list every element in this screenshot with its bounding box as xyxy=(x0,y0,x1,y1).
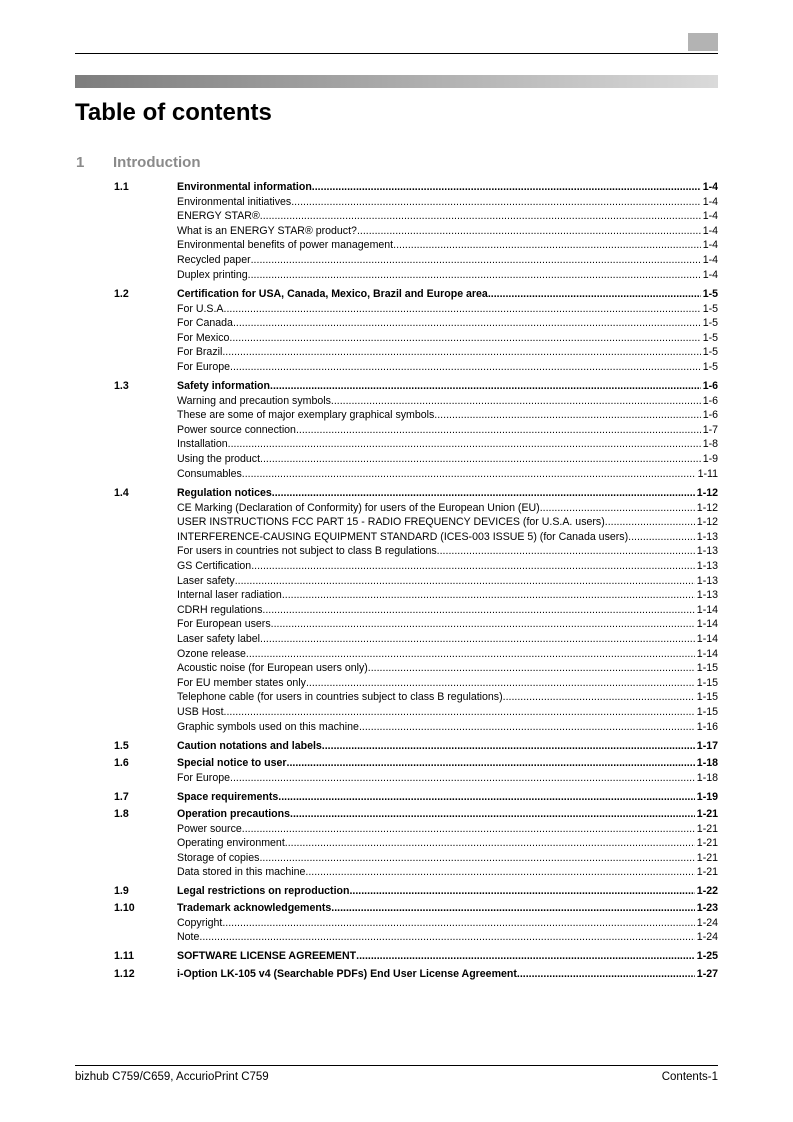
toc-subsection-row[interactable] xyxy=(0,661,793,675)
toc-subsection-row[interactable] xyxy=(0,253,793,267)
toc-page-ref: 1-7 xyxy=(702,424,718,436)
toc-subsection-row[interactable] xyxy=(0,195,793,209)
toc-subsection-title: Note xyxy=(177,931,200,943)
toc-leader-dots xyxy=(628,530,695,544)
toc-section-entry[interactable] xyxy=(177,486,718,500)
toc-subsection-row[interactable] xyxy=(0,771,793,785)
toc-subsection-entry[interactable] xyxy=(177,345,718,359)
toc-leader-dots xyxy=(368,661,695,675)
toc-subsection-row[interactable] xyxy=(0,408,793,422)
toc-page-ref: 1-6 xyxy=(702,395,718,407)
toc-section-entry[interactable] xyxy=(177,790,718,804)
toc-section-title: i-Option LK-105 v4 (Searchable PDFs) End User License Agreement xyxy=(177,968,517,980)
toc-subsection-title: Using the product xyxy=(177,453,261,465)
toc-page-ref: 1-22 xyxy=(696,885,718,897)
page-title: Table of contents xyxy=(75,99,272,126)
chapter-number: 1 xyxy=(76,154,85,171)
toc-page-ref: 1-12 xyxy=(696,502,718,514)
toc-leader-dots xyxy=(503,690,695,704)
toc-leader-dots xyxy=(251,253,701,267)
toc-leader-dots xyxy=(290,807,695,821)
toc-section-row[interactable] xyxy=(0,901,793,915)
toc-subsection-title: Internal laser radiation xyxy=(177,589,282,601)
toc-subsection-entry[interactable] xyxy=(177,452,718,466)
toc-subsection-title: CE Marking (Declaration of Conformity) for users of the European Union (EU) xyxy=(177,502,540,514)
toc-leader-dots xyxy=(331,394,701,408)
toc-page-ref: 1-13 xyxy=(696,589,718,601)
toc-page-ref: 1-12 xyxy=(696,516,718,528)
footer-page-number: Contents-1 xyxy=(661,1071,718,1083)
toc-section-entry[interactable] xyxy=(177,739,718,753)
toc-leader-dots xyxy=(233,316,701,330)
toc-section-row[interactable] xyxy=(0,287,793,301)
toc-page-ref: 1-6 xyxy=(702,409,718,421)
toc-subsection-row[interactable] xyxy=(0,588,793,602)
toc-section-row[interactable] xyxy=(0,967,793,981)
toc-section-title: Legal restrictions on reproduction xyxy=(177,885,350,897)
toc-subsection-entry[interactable] xyxy=(177,617,718,631)
toc-subsection-entry[interactable] xyxy=(177,238,718,252)
toc-page-ref: 1-23 xyxy=(696,902,718,914)
toc-subsection-row[interactable] xyxy=(0,544,793,558)
toc-leader-dots xyxy=(260,452,701,466)
toc-page-ref: 1-14 xyxy=(696,604,718,616)
toc-leader-dots xyxy=(349,884,694,898)
toc-subsection-title: USER INSTRUCTIONS FCC PART 15 - RADIO FREQUENCY DEVICES (for U.S.A. users) xyxy=(177,516,605,528)
toc-subsection-entry[interactable] xyxy=(177,851,718,865)
toc-subsection-row[interactable] xyxy=(0,452,793,466)
toc-section-number: 1.12 xyxy=(114,968,135,980)
toc-subsection-row[interactable] xyxy=(0,331,793,345)
toc-leader-dots xyxy=(331,901,695,915)
toc-subsection-entry[interactable] xyxy=(177,647,718,661)
toc-subsection-title: For European users xyxy=(177,618,271,630)
toc-subsection-row[interactable] xyxy=(0,316,793,330)
toc-leader-dots xyxy=(229,331,700,345)
toc-subsection-row[interactable] xyxy=(0,345,793,359)
toc-section-title: Safety information xyxy=(177,380,271,392)
toc-leader-dots xyxy=(605,515,695,529)
footer-rule xyxy=(75,1065,718,1066)
toc-leader-dots xyxy=(517,967,695,981)
toc-subsection-title: Operating environment xyxy=(177,837,285,849)
toc-section-number: 1.4 xyxy=(114,487,129,499)
toc-section-title: Space requirements xyxy=(177,791,279,803)
toc-page-ref: 1-6 xyxy=(702,380,718,392)
toc-subsection-row[interactable] xyxy=(0,238,793,252)
toc-page-ref: 1-5 xyxy=(702,303,718,315)
toc-subsection-title: Installation xyxy=(177,438,228,450)
toc-subsection-title: ENERGY STAR® xyxy=(177,210,260,222)
toc-subsection-entry[interactable] xyxy=(177,771,718,785)
toc-subsection-row[interactable] xyxy=(0,437,793,451)
toc-leader-dots xyxy=(222,916,694,930)
toc-leader-dots xyxy=(322,739,695,753)
toc-leader-dots xyxy=(199,930,694,944)
toc-page-ref: 1-14 xyxy=(696,633,718,645)
toc-section-number: 1.6 xyxy=(114,757,129,769)
toc-leader-dots xyxy=(488,287,701,301)
toc-subsection-entry[interactable] xyxy=(177,467,718,481)
toc-section-title: Regulation notices xyxy=(177,487,272,499)
toc-page-ref: 1-21 xyxy=(696,808,718,820)
toc-leader-dots xyxy=(246,647,695,661)
toc-section-number: 1.1 xyxy=(114,181,129,193)
toc-subsection-title: For U.S.A. xyxy=(177,303,227,315)
toc-page-ref: 1-24 xyxy=(696,931,718,943)
toc-page-ref: 1-4 xyxy=(702,225,718,237)
toc-subsection-title: For Canada xyxy=(177,317,233,329)
toc-section-title: Certification for USA, Canada, Mexico, Brazil and Europe area xyxy=(177,288,488,300)
toc-subsection-entry[interactable] xyxy=(177,224,718,238)
toc-subsection-row[interactable] xyxy=(0,559,793,573)
toc-subsection-entry[interactable] xyxy=(177,661,718,675)
toc-page-ref: 1-4 xyxy=(702,269,718,281)
toc-subsection-entry[interactable] xyxy=(177,437,718,451)
toc-leader-dots xyxy=(222,345,700,359)
toc-page-ref: 1-21 xyxy=(696,823,718,835)
toc-page-ref: 1-5 xyxy=(702,332,718,344)
toc-subsection-title: Graphic symbols used on this machine xyxy=(177,721,359,733)
toc-leader-dots xyxy=(272,486,695,500)
toc-subsection-row[interactable] xyxy=(0,394,793,408)
toc-section-number: 1.11 xyxy=(114,950,135,962)
toc-section-number: 1.10 xyxy=(114,902,135,914)
toc-subsection-row[interactable] xyxy=(0,916,793,930)
toc-subsection-title: INTERFERENCE-CAUSING EQUIPMENT STANDARD (ICES-003 ISSUE 5) (for Canada users) xyxy=(177,531,629,543)
toc-subsection-entry[interactable] xyxy=(177,394,718,408)
toc-subsection-entry[interactable] xyxy=(177,705,718,719)
toc-leader-dots xyxy=(287,756,695,770)
toc-leader-dots xyxy=(356,949,695,963)
toc-section-row[interactable] xyxy=(0,884,793,898)
toc-subsection-title: Power source connection xyxy=(177,424,296,436)
toc-page-ref: 1-19 xyxy=(696,791,718,803)
toc-page-ref: 1-25 xyxy=(696,950,718,962)
toc-leader-dots xyxy=(270,379,701,393)
toc-subsection-row[interactable] xyxy=(0,467,793,481)
toc-leader-dots xyxy=(235,574,695,588)
toc-page-ref: 1-5 xyxy=(702,288,718,300)
toc-page-ref: 1-14 xyxy=(696,648,718,660)
toc-section-number: 1.2 xyxy=(114,288,129,300)
toc-subsection-entry[interactable] xyxy=(177,331,718,345)
toc-leader-dots xyxy=(242,467,696,481)
toc-page-ref: 1-5 xyxy=(702,317,718,329)
toc-leader-dots xyxy=(306,676,695,690)
toc-subsection-title: Laser safety label xyxy=(177,633,261,645)
toc-leader-dots xyxy=(226,302,700,316)
toc-leader-dots xyxy=(260,632,695,646)
toc-section-row[interactable] xyxy=(0,739,793,753)
toc-subsection-entry[interactable] xyxy=(177,690,718,704)
toc-leader-dots xyxy=(224,705,695,719)
toc-section-entry[interactable] xyxy=(177,379,718,393)
toc-leader-dots xyxy=(359,720,695,734)
toc-page-ref: 1-17 xyxy=(696,740,718,752)
toc-subsection-title: Storage of copies xyxy=(177,852,260,864)
toc-subsection-entry[interactable] xyxy=(177,530,718,544)
toc-section-title: SOFTWARE LICENSE AGREEMENT xyxy=(177,950,357,962)
toc-subsection-entry[interactable] xyxy=(177,544,718,558)
toc-subsection-row[interactable] xyxy=(0,822,793,836)
toc-subsection-title: For EU member states only xyxy=(177,677,306,689)
toc-subsection-title: Duplex printing xyxy=(177,269,248,281)
toc-subsection-entry[interactable] xyxy=(177,195,718,209)
toc-subsection-title: Power source xyxy=(177,823,242,835)
toc-section-title: Special notice to user xyxy=(177,757,287,769)
toc-subsection-title: These are some of major exemplary graphical symbols xyxy=(177,409,435,421)
toc-page-ref: 1-11 xyxy=(697,468,718,480)
toc-subsection-title: GS Certification xyxy=(177,560,252,572)
toc-section-row[interactable] xyxy=(0,180,793,194)
toc-page-ref: 1-21 xyxy=(696,837,718,849)
toc-section-row[interactable] xyxy=(0,756,793,770)
toc-section-title: Environmental information xyxy=(177,181,312,193)
toc-subsection-title: Ozone release xyxy=(177,648,246,660)
toc-leader-dots xyxy=(242,822,695,836)
toc-leader-dots xyxy=(251,559,695,573)
toc-subsection-row[interactable] xyxy=(0,865,793,879)
toc-subsection-entry[interactable] xyxy=(177,588,718,602)
toc-section-row[interactable] xyxy=(0,949,793,963)
header-tab-marker xyxy=(688,33,718,51)
toc-section-title: Caution notations and labels xyxy=(177,740,322,752)
toc-leader-dots xyxy=(357,224,701,238)
toc-subsection-title: Telephone cable (for users in countries subject to class B regulations) xyxy=(177,691,503,703)
toc-subsection-entry[interactable] xyxy=(177,720,718,734)
toc-section-entry[interactable] xyxy=(177,756,718,770)
toc-subsection-entry[interactable] xyxy=(177,408,718,422)
toc-subsection-entry[interactable] xyxy=(177,423,718,437)
toc-section-title: Operation precautions xyxy=(177,808,291,820)
toc-subsection-entry[interactable] xyxy=(177,253,718,267)
toc-leader-dots xyxy=(278,790,695,804)
toc-subsection-entry[interactable] xyxy=(177,574,718,588)
toc-page-ref: 1-15 xyxy=(696,691,718,703)
toc-section-number: 1.5 xyxy=(114,740,129,752)
toc-section-entry[interactable] xyxy=(177,901,718,915)
toc-subsection-row[interactable] xyxy=(0,836,793,850)
toc-page-ref: 1-24 xyxy=(696,917,718,929)
header-rule xyxy=(75,53,718,54)
toc-subsection-title: Acoustic noise (for European users only) xyxy=(177,662,368,674)
toc-subsection-title: Laser safety xyxy=(177,575,235,587)
toc-subsection-title: For Europe xyxy=(177,361,230,373)
toc-leader-dots xyxy=(271,617,695,631)
toc-leader-dots xyxy=(262,603,694,617)
toc-page-ref: 1-14 xyxy=(696,618,718,630)
toc-section-title: Trademark acknowledgements xyxy=(177,902,332,914)
toc-subsection-row[interactable] xyxy=(0,676,793,690)
toc-section-entry[interactable] xyxy=(177,287,718,301)
toc-leader-dots xyxy=(248,268,701,282)
toc-leader-dots xyxy=(260,209,701,223)
toc-page-ref: 1-21 xyxy=(696,866,718,878)
toc-subsection-entry[interactable] xyxy=(177,603,718,617)
toc-subsection-row[interactable] xyxy=(0,720,793,734)
toc-leader-dots xyxy=(393,238,701,252)
toc-subsection-title: Warning and precaution symbols xyxy=(177,395,331,407)
toc-subsection-title: For Brazil xyxy=(177,346,223,358)
toc-page-ref: 1-4 xyxy=(702,239,718,251)
toc-subsection-row[interactable] xyxy=(0,930,793,944)
toc-subsection-row[interactable] xyxy=(0,423,793,437)
toc-page-ref: 1-21 xyxy=(696,852,718,864)
toc-subsection-entry[interactable] xyxy=(177,209,718,223)
toc-page-ref: 1-4 xyxy=(702,196,718,208)
title-gradient-bar xyxy=(75,75,718,88)
toc-section-entry[interactable] xyxy=(177,180,718,194)
toc-subsection-entry[interactable] xyxy=(177,268,718,282)
toc-subsection-row[interactable] xyxy=(0,302,793,316)
toc-subsection-row[interactable] xyxy=(0,851,793,865)
toc-leader-dots xyxy=(259,851,694,865)
toc-page-ref: 1-16 xyxy=(696,721,718,733)
toc-subsection-row[interactable] xyxy=(0,530,793,544)
toc-subsection-row[interactable] xyxy=(0,690,793,704)
toc-subsection-entry[interactable] xyxy=(177,865,718,879)
toc-page-ref: 1-5 xyxy=(702,346,718,358)
toc-section-row[interactable] xyxy=(0,807,793,821)
toc-leader-dots xyxy=(291,195,700,209)
toc-subsection-title: USB Host xyxy=(177,706,224,718)
toc-subsection-title: What is an ENERGY STAR® product? xyxy=(177,225,357,237)
toc-page-ref: 1-8 xyxy=(702,438,718,450)
toc-section-number: 1.7 xyxy=(114,791,129,803)
toc-page-ref: 1-15 xyxy=(696,677,718,689)
toc-page-ref: 1-4 xyxy=(702,181,718,193)
toc-section-number: 1.3 xyxy=(114,380,129,392)
toc-section-row[interactable] xyxy=(0,486,793,500)
toc-leader-dots xyxy=(230,360,701,374)
toc-subsection-entry[interactable] xyxy=(177,676,718,690)
toc-subsection-title: Consumables xyxy=(177,468,242,480)
toc-section-entry[interactable] xyxy=(177,949,718,963)
toc-subsection-title: Data stored in this machine xyxy=(177,866,306,878)
toc-page-ref: 1-13 xyxy=(696,575,718,587)
toc-section-number: 1.8 xyxy=(114,808,129,820)
toc-subsection-row[interactable] xyxy=(0,501,793,515)
toc-subsection-row[interactable] xyxy=(0,515,793,529)
toc-subsection-row[interactable] xyxy=(0,574,793,588)
toc-section-row[interactable] xyxy=(0,379,793,393)
chapter-title: Introduction xyxy=(113,154,201,171)
toc-page-ref: 1-9 xyxy=(702,453,718,465)
toc-section-number: 1.9 xyxy=(114,885,129,897)
toc-page-ref: 1-15 xyxy=(696,706,718,718)
toc-page-ref: 1-4 xyxy=(702,254,718,266)
toc-page-ref: 1-18 xyxy=(696,757,718,769)
toc-subsection-entry[interactable] xyxy=(177,360,718,374)
toc-section-entry[interactable] xyxy=(177,807,718,821)
toc-subsection-row[interactable] xyxy=(0,617,793,631)
toc-subsection-entry[interactable] xyxy=(177,632,718,646)
toc-subsection-row[interactable] xyxy=(0,360,793,374)
toc-page-ref: 1-15 xyxy=(696,662,718,674)
toc-leader-dots xyxy=(228,437,701,451)
toc-subsection-row[interactable] xyxy=(0,224,793,238)
toc-section-entry[interactable] xyxy=(177,884,718,898)
toc-subsection-title: For users in countries not subject to class B regulations xyxy=(177,545,437,557)
toc-subsection-entry[interactable] xyxy=(177,822,718,836)
footer-product: bizhub C759/C659, AccurioPrint C759 xyxy=(75,1071,269,1083)
toc-page-ref: 1-13 xyxy=(696,531,718,543)
toc-subsection-row[interactable] xyxy=(0,632,793,646)
toc-subsection-title: CDRH regulations xyxy=(177,604,263,616)
toc-subsection-row[interactable] xyxy=(0,647,793,661)
toc-page-ref: 1-18 xyxy=(696,772,718,784)
toc-page-ref: 1-5 xyxy=(702,361,718,373)
toc-section-entry[interactable] xyxy=(177,967,718,981)
toc-leader-dots xyxy=(296,423,701,437)
toc-leader-dots xyxy=(285,836,695,850)
toc-leader-dots xyxy=(282,588,695,602)
toc-subsection-entry[interactable] xyxy=(177,302,718,316)
toc-subsection-entry[interactable] xyxy=(177,559,718,573)
toc-subsection-title: For Europe xyxy=(177,772,230,784)
toc-subsection-title: Recycled paper xyxy=(177,254,251,266)
toc-section-row[interactable] xyxy=(0,790,793,804)
toc-subsection-title: Copyright xyxy=(177,917,223,929)
toc-leader-dots xyxy=(230,771,695,785)
toc-leader-dots xyxy=(312,180,701,194)
toc-subsection-row[interactable] xyxy=(0,603,793,617)
toc-subsection-title: Environmental initiatives xyxy=(177,196,292,208)
toc-page-ref: 1-27 xyxy=(696,968,718,980)
toc-subsection-row[interactable] xyxy=(0,268,793,282)
toc-subsection-entry[interactable] xyxy=(177,501,718,515)
toc-page-ref: 1-4 xyxy=(702,210,718,222)
toc-subsection-entry[interactable] xyxy=(177,515,718,529)
toc-subsection-entry[interactable] xyxy=(177,316,718,330)
toc-subsection-row[interactable] xyxy=(0,209,793,223)
toc-leader-dots xyxy=(540,501,695,515)
toc-subsection-row[interactable] xyxy=(0,705,793,719)
toc-leader-dots xyxy=(305,865,694,879)
toc-subsection-title: For Mexico xyxy=(177,332,230,344)
toc-leader-dots xyxy=(437,544,695,558)
toc-leader-dots xyxy=(434,408,700,422)
toc-subsection-entry[interactable] xyxy=(177,836,718,850)
toc-page-ref: 1-12 xyxy=(696,487,718,499)
toc-page-ref: 1-13 xyxy=(696,560,718,572)
toc-subsection-entry[interactable] xyxy=(177,930,718,944)
toc-subsection-title: Environmental benefits of power management xyxy=(177,239,394,251)
toc-page-ref: 1-13 xyxy=(696,545,718,557)
toc-subsection-entry[interactable] xyxy=(177,916,718,930)
